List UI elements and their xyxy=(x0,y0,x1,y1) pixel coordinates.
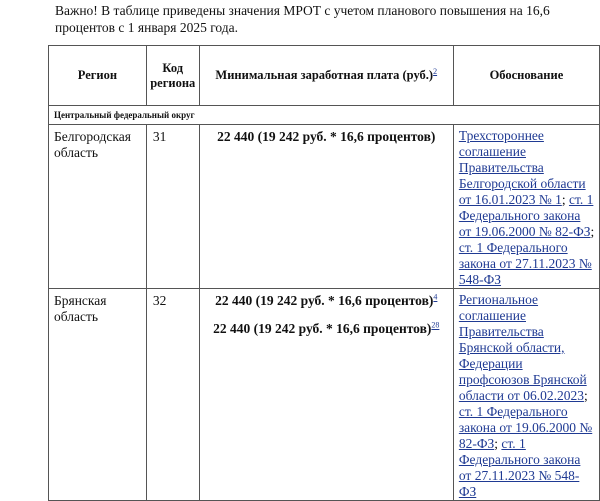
basis-link[interactable]: ст. 1 Федерального закона от 27.11.2023 № 548-ФЗ xyxy=(458,240,592,287)
basis-separator: ; xyxy=(583,388,588,403)
mrot-table xyxy=(48,45,600,501)
federal-district-label: Центральный федеральный округ xyxy=(49,106,600,125)
basis-cell xyxy=(453,289,599,501)
header-code: Код региона xyxy=(146,46,199,106)
footnote-link[interactable]: 4 xyxy=(433,292,438,302)
wage-text: 22 440 (19 242 руб. * 16,6 процентов) xyxy=(215,293,434,308)
wage-cell xyxy=(199,289,453,501)
basis-link[interactable]: ст. 1 Федерального закона от 19.06.2000 № 82-ФЗ xyxy=(458,192,594,239)
group-row xyxy=(49,106,600,125)
header-region: Регион xyxy=(49,46,147,106)
basis-separator: ; xyxy=(494,436,499,451)
wage-value xyxy=(204,293,449,309)
footnote-link[interactable]: 2 xyxy=(433,66,438,76)
basis-separator: ; xyxy=(590,224,595,239)
basis-separator: ; xyxy=(561,192,566,207)
table-header-row xyxy=(49,46,600,106)
basis-link[interactable]: ст. 1 Федерального закона от 27.11.2023 № 548-ФЗ xyxy=(458,436,581,499)
wage-cell xyxy=(199,125,453,289)
important-note: Важно! В таблице приведены значения МРОТ с учетом планового повышения на 16,6 процентов с 1 января 2025 года. xyxy=(55,3,550,35)
header-basis: Обоснование xyxy=(453,46,599,106)
wage-text: 22 440 (19 242 руб. * 16,6 процентов) xyxy=(213,321,432,336)
table-row xyxy=(49,289,600,501)
basis-cell xyxy=(453,125,599,289)
basis-link[interactable]: Трехстороннее соглашение Правительства Белгородской области от 16.01.2023 № 1 xyxy=(458,128,586,207)
table-row xyxy=(49,125,600,289)
basis-link[interactable]: Региональное соглашение Правительства Брянской области, Федерации профсоюзов Брянской области от 06.02.2023 xyxy=(458,292,587,403)
header-wage-label: Минимальная заработная плата (руб.) xyxy=(215,68,434,82)
region-cell: Белгородская область xyxy=(49,125,147,289)
wage-value xyxy=(204,321,449,337)
wage-value: 22 440 (19 242 руб. * 16,6 процентов) xyxy=(217,129,436,144)
region-cell: Брянская область xyxy=(49,289,147,501)
code-cell: 32 xyxy=(146,289,199,501)
code-cell: 31 xyxy=(146,125,199,289)
basis-link[interactable]: ст. 1 Федерального закона от 19.06.2000 № 82-ФЗ xyxy=(458,404,593,451)
footnote-link[interactable]: 28 xyxy=(431,320,440,330)
header-wage xyxy=(199,46,453,106)
